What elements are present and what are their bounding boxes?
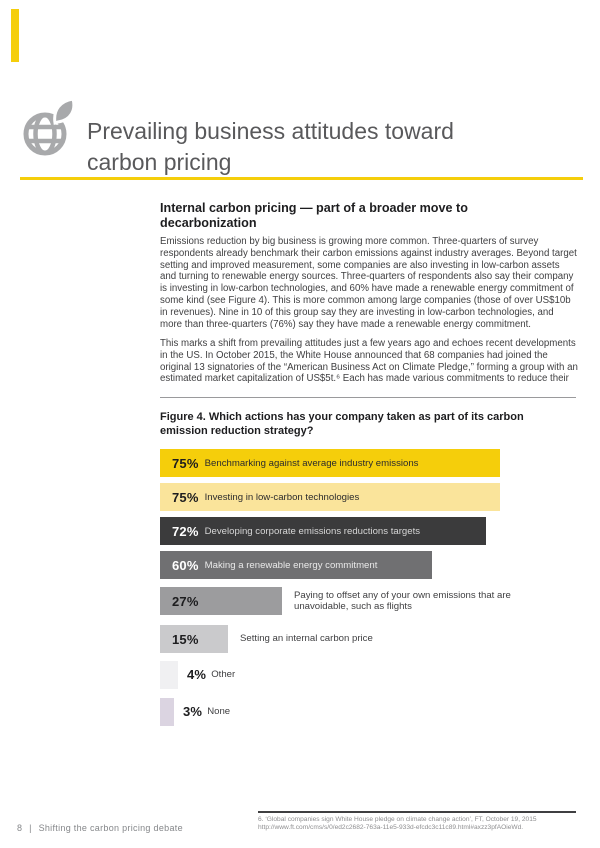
bar-category-label: Setting an internal carbon price — [240, 633, 373, 645]
chart-bar — [160, 661, 178, 689]
section-divider — [160, 397, 576, 398]
body-paragraph-1: Emissions reduction by big business is growing more common. Three-quarters of survey respondents already benchmark their carbon emissions against industry averages. Beyond target setting and improved measurement, some companies are also investing in low-carbon assets and turning to renewable energy sources. Three-quarters of respondents also say their company is investing in low-carbon technologies, and 60% have made a renewable energy commitment of some kind (see Figure 4). This is more common among large companies (those of over US$10b in revenues). Nine in 10 of this group say they are investing in low-carbon technologies, and more than three-quarters (76%) say they have made a renewable energy commitment. — [160, 235, 577, 331]
page-number: 8 — [17, 823, 23, 833]
bar-category-label: Investing in low-carbon technologies — [204, 491, 360, 503]
bar-percent-label: 60% — [172, 557, 199, 573]
footnote-rule — [258, 811, 576, 813]
page-title — [87, 116, 557, 178]
chart-bar — [160, 483, 500, 511]
bar-category-label: Benchmarking against average industry emissions — [204, 457, 419, 469]
chart-bar — [160, 517, 486, 545]
footer-separator: | — [29, 823, 32, 833]
footer-doc-title: Shifting the carbon pricing debate — [38, 823, 183, 833]
chart-bar-row — [160, 551, 600, 579]
bar-outside-label — [240, 625, 373, 653]
page-title-line2: carbon pricing — [87, 149, 232, 176]
figure4-bar-chart — [160, 449, 600, 726]
section-heading: Internal carbon pricing — part of a broader move to decarbonization — [160, 201, 468, 231]
chart-bar-row — [160, 449, 600, 477]
chart-bar-row — [160, 587, 600, 615]
chart-bar-row — [160, 625, 600, 653]
bar-percent-label: 27% — [172, 593, 199, 609]
chart-bar-row — [160, 517, 600, 545]
bar-percent-label: 4% — [187, 667, 207, 683]
bar-percent-label: 75% — [172, 489, 199, 505]
page-footer — [17, 823, 183, 833]
chart-bar — [160, 698, 174, 726]
bar-category-label: Making a renewable energy commitment — [204, 559, 378, 571]
bar-percent-label: 3% — [183, 704, 203, 720]
page-title-line1: Prevailing business attitudes toward — [87, 118, 454, 145]
chart-bar — [160, 625, 228, 653]
chart-bar-row — [160, 698, 600, 726]
footnote-block — [258, 811, 576, 832]
bar-outside-label — [294, 587, 532, 615]
bar-percent-label: 72% — [172, 523, 199, 539]
chart-bar-row — [160, 483, 600, 511]
chart-bar-row — [160, 661, 600, 689]
footnote-text: 6. ‘Global companies sign White House pledge on climate change action’, FT, October 19, 2015 http://www.ft.com/cms/s/0/ed2c2682-763a-11e5-933d-efcdc3c11c89.html#axzz3pfAOieWd. — [258, 816, 537, 831]
bar-outside-label — [187, 661, 235, 689]
bar-percent-label: 75% — [172, 455, 199, 471]
bar-category-label: None — [207, 706, 231, 718]
globe-leaf-icon — [20, 97, 76, 159]
bar-percent-label: 15% — [172, 631, 199, 647]
body-paragraph-2: This marks a shift from prevailing attitudes just a few years ago and echoes recent developments in the US. In October 2015, the White House announced that 68 companies had joined the original 13 signatories of the “American Business Act on Climate Pledge,” forming a group with an estimated market capitalization of US$5t.⁶ Each has made various commitments to reduce their — [160, 337, 578, 385]
bar-outside-label — [183, 698, 230, 726]
bar-category-label: Paying to offset any of your own emissions that are unavoidable, such as flights — [294, 589, 511, 612]
yellow-title-rule — [20, 177, 583, 180]
chart-bar — [160, 587, 282, 615]
yellow-corner-tab — [11, 9, 19, 62]
figure-caption: Figure 4. Which actions has your company taken as part of its carbon emission reduction strategy? — [160, 411, 524, 437]
bar-category-label: Developing corporate emissions reductions targets — [204, 525, 421, 537]
chart-bar — [160, 551, 432, 579]
chart-bar — [160, 449, 500, 477]
bar-category-label: Other — [211, 669, 236, 681]
